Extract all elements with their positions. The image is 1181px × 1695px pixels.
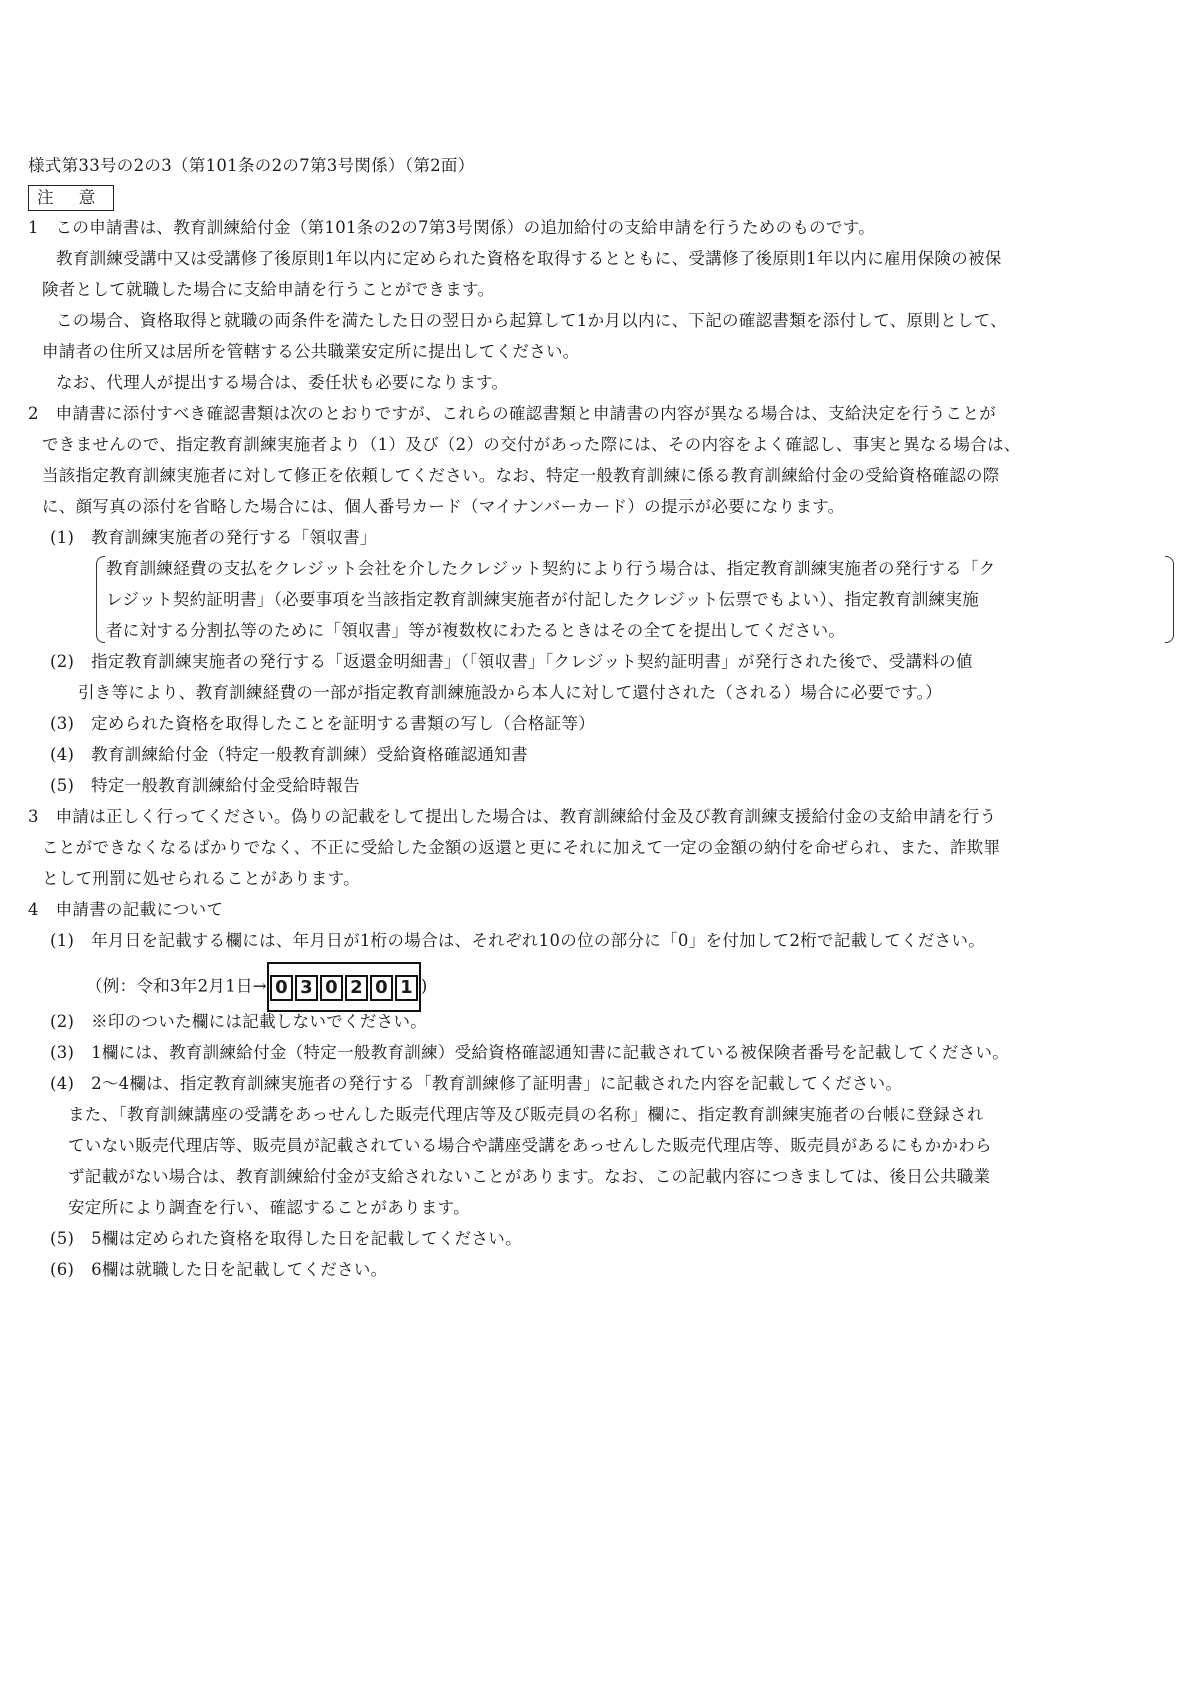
- date-example-label: （例：令和3年2月1日→: [86, 976, 267, 996]
- date-digit-boxes: [267, 962, 421, 1012]
- section-1-line-1: 1 この申請書は、教育訓練給付金（第101条の2の7第3号関係）の追加給付の支給申請を行うためのものです。: [28, 218, 876, 237]
- item-1-bracket-note: [100, 553, 1170, 646]
- section-1-line-6: なお、代理人が提出する場合は、委任状も必要になります。: [56, 373, 509, 392]
- section-4-item-1: (1) 年月日を記載する欄には、年月日が1桁の場合は、それぞれ10の位の部分に「0」を付加して2桁で記載してください。: [50, 931, 986, 950]
- section-2-item-4: (4) 教育訓練給付金（特定一般教育訓練）受給資格確認通知書: [50, 745, 528, 764]
- form-header: 様式第33号の2の3（第101条の2の7第3号関係）（第2面）: [28, 156, 475, 175]
- date-digit: 3: [295, 975, 318, 1001]
- date-digit: 0: [270, 975, 293, 1001]
- section-2-line-3: 当該指定教育訓練実施者に対して修正を依頼してください。なお、特定一般教育訓練に係る教育訓練給付金の受給資格確認の際: [42, 466, 1000, 485]
- section-4-item-4: (4) 2～4欄は、指定教育訓練実施者の発行する「教育訓練修了証明書」に記載された内容を記載してください。: [50, 1074, 903, 1093]
- section-2-item-5: (5) 特定一般教育訓練給付金受給時報告: [50, 776, 360, 795]
- bracket-note-line-2: レジット契約証明書」（必要事項を当該指定教育訓練実施者が付記したクレジット伝票でもよい）、指定教育訓練実施: [106, 590, 980, 609]
- section-4-item-4-note-4: 安定所により調査を行い、確認することがあります。: [68, 1198, 470, 1217]
- section-1-line-4: この場合、資格取得と就職の両条件を満たした日の翌日から起算して1か月以内に、下記の確認書類を添付して、原則として、: [56, 311, 1007, 330]
- date-digit: 1: [395, 975, 418, 1001]
- date-digit: 2: [345, 975, 368, 1001]
- date-digit: 0: [320, 975, 343, 1001]
- section-2-line-1: 2 申請書に添付すべき確認書類は次のとおりですが、これらの確認書類と申請書の内容が異なる場合は、支給決定を行うことが: [28, 404, 997, 423]
- section-2-item-2-line-1: (2) 指定教育訓練実施者の発行する「返還金明細書」（「領収書」「クレジット契約証明書」が発行された後で、受講料の値: [50, 652, 973, 671]
- section-2-item-1: (1) 教育訓練実施者の発行する「領収書」: [50, 528, 377, 547]
- bracket-note-line-3: 者に対する分割払等のために「領収書」等が複数枚にわたるときはその全てを提出してください。: [106, 621, 846, 640]
- section-4-item-5: (5) 5欄は定められた資格を取得した日を記載してください。: [50, 1229, 522, 1248]
- section-2-line-4: に、顔写真の添付を省略した場合には、個人番号カード（マイナンバーカード）の提示が必要になります。: [42, 497, 845, 516]
- section-4-item-4-note-3: ず記載がない場合は、教育訓練給付金が支給されないことがあります。なお、この記載内容につきましては、後日公共職業: [68, 1167, 991, 1186]
- date-example: [28, 962, 1148, 1006]
- section-1-line-5: 申請者の住所又は居所を管轄する公共職業安定所に提出してください。: [42, 342, 580, 361]
- bracket-note-line-1: 教育訓練経費の支払をクレジット会社を介したクレジット契約により行う場合は、指定教育訓練実施者の発行する「ク: [106, 559, 996, 578]
- section-4-title: 4 申請書の記載について: [28, 900, 224, 919]
- section-3-line-3: として刑罰に処せられることがあります。: [42, 869, 360, 888]
- section-2-item-3: (3) 定められた資格を取得したことを証明する書類の写し（合格証等）: [50, 714, 596, 733]
- section-3-line-1: 3 申請は正しく行ってください。偽りの記載をして提出した場合は、教育訓練給付金及び教育訓練支援給付金の支給申請を行う: [28, 807, 997, 826]
- section-4-item-3: (3) 1欄には、教育訓練給付金（特定一般教育訓練）受給資格確認通知書に記載されている被保険者番号を記載してください。: [50, 1043, 1010, 1062]
- section-4-item-2: (2) ※印のついた欄には記載しないでください。: [50, 1012, 428, 1031]
- section-2-line-2: できませんので、指定教育訓練実施者より（1）及び（2）の交付があった際には、その内容をよく確認し、事実と異なる場合は、: [42, 435, 1021, 454]
- section-4-item-4-note-2: ていない販売代理店等、販売員が記載されている場合や講座受講をあっせんした販売代理店等、販売員があるにもかかわら: [68, 1136, 992, 1155]
- section-4-item-6: (6) 6欄は就職した日を記載してください。: [50, 1260, 388, 1279]
- section-4-item-4-note-1: また、「教育訓練講座の受講をあっせんした販売代理店等及び販売員の名称」欄に、指定教育訓練実施者の台帳に登録され: [68, 1105, 984, 1124]
- notice-label: 注 意: [28, 185, 114, 211]
- notice-content: [28, 150, 1148, 1285]
- section-3-line-2: ことができなくなるばかりでなく、不正に受給した金額の返還と更にそれに加えて一定の金額の納付を命ぜられ、また、詐欺罪: [42, 838, 1001, 857]
- section-1-line-3: 険者として就職した場合に支給申請を行うことができます。: [42, 280, 495, 299]
- section-1-line-2: 教育訓練受講中又は受講修了後原則1年以内に定められた資格を取得するとともに、受講修了後原則1年以内に雇用保険の被保: [56, 249, 1002, 268]
- notice-label-row: [28, 181, 1148, 212]
- date-example-close: ): [420, 976, 428, 996]
- date-digit: 0: [370, 975, 393, 1001]
- section-2-item-2-line-2: 引き等により、教育訓練経費の一部が指定教育訓練施設から本人に対して還付された（される）場合に必要です。）: [78, 683, 943, 702]
